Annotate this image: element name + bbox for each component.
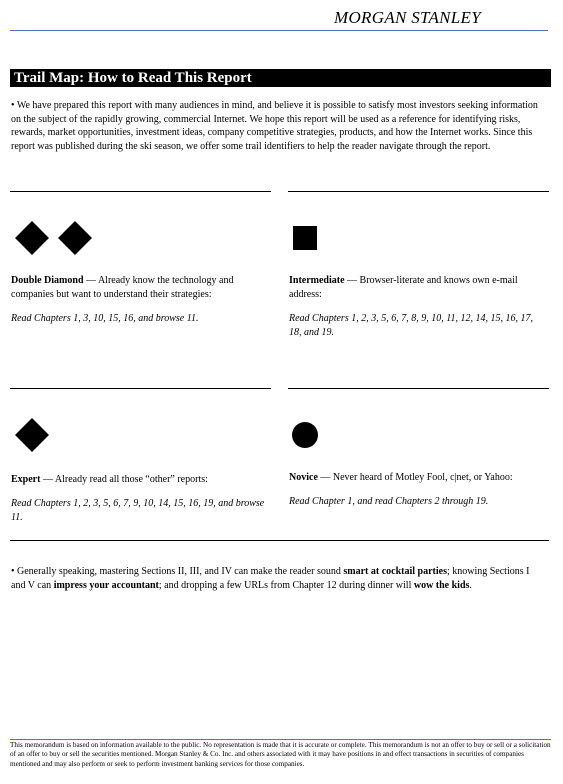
divider [288,388,549,389]
square-icon [293,226,317,250]
trail-desc: — Never heard of Motley Fool, c|net, or Yahoo: [317,472,513,483]
summary-paragraph [11,565,546,592]
trail-expert [11,473,266,525]
trail-intermediate [289,274,544,340]
trail-chapters: Read Chapters 1, 2, 3, 5, 6, 7, 9, 10, 14, 15, 16, 19, and browse 11. [11,498,265,523]
summary-text: ; and dropping a few URLs from Chapter 12 during dinner will [158,579,414,591]
disclaimer-footer: This memorandum is based on information available to the public. No representation is made that it is accurate or complete. This memorandum is not an offer to buy or sell or a solicitation of an offer to buy or sell the securities mentioned. Morgan Stanley & Co. Inc. and others associated with it may have positions in and effect transactions in securities of companies mentioned and may also perform or seek to perform investment banking services for those companies. [10,741,551,768]
circle-icon [292,422,318,448]
divider [288,191,549,192]
summary-emphasis: smart at cocktail parties [343,566,447,577]
trail-chapters: Read Chapter 1, and read Chapters 2 through 19. [289,496,489,507]
trail-chapters: Read Chapters 1, 3, 10, 15, 16, and browse 11. [11,313,199,324]
trail-name: Novice [289,472,318,483]
trail-desc: — Already read all those “other” reports: [40,474,208,485]
summary-text: ; knowing Sections I and V can [11,566,530,591]
double-diamond-icon [15,221,49,255]
summary-text: . [469,579,472,591]
trail-chapters: Read Chapters 1, 2, 3, 5, 6, 7, 8, 9, 10, 11, 12, 14, 15, 16, 17, 18, and 19. [289,313,533,338]
trail-name: Expert [11,474,41,485]
intro-paragraph: • We have prepared this report with many audiences in mind, and believe it is possible to satisfy most investors seeking information on the subject of the rapidly growing, commercial Internet. We hope this report will be used as a reference for identifying risks, rewards, market opportunities, investment ideas, company competitive strategies, products, and how the Internet works. Since this report was published during the ski season, we offer some trail identifiers to help the reader navigate through the report. [11,100,538,152]
page-title: Trail Map: How to Read This Report [10,69,551,87]
brand-logo-text: MORGAN STANLEY [334,8,481,27]
double-diamond-icon [58,221,92,255]
summary-emphasis: impress your accountant [53,579,159,591]
trail-double-diamond [11,274,266,326]
summary-emphasis: wow the kids [413,579,470,591]
footer-rule [10,739,551,740]
header-rule [10,30,548,31]
divider [10,540,549,541]
trail-novice [289,471,544,509]
summary-text: • Generally speaking, mastering Sections II, III, and IV can make the reader sound [11,566,344,577]
trail-desc: — Browser-literate and knows own e-mail address: [289,275,518,300]
trail-name: Double Diamond [11,275,84,286]
divider [10,191,271,192]
trail-desc: — Already know the technology and companies but want to understand their strategies: [11,275,234,300]
trail-name: Intermediate [289,275,345,286]
diamond-icon [15,418,49,452]
divider [10,388,271,389]
